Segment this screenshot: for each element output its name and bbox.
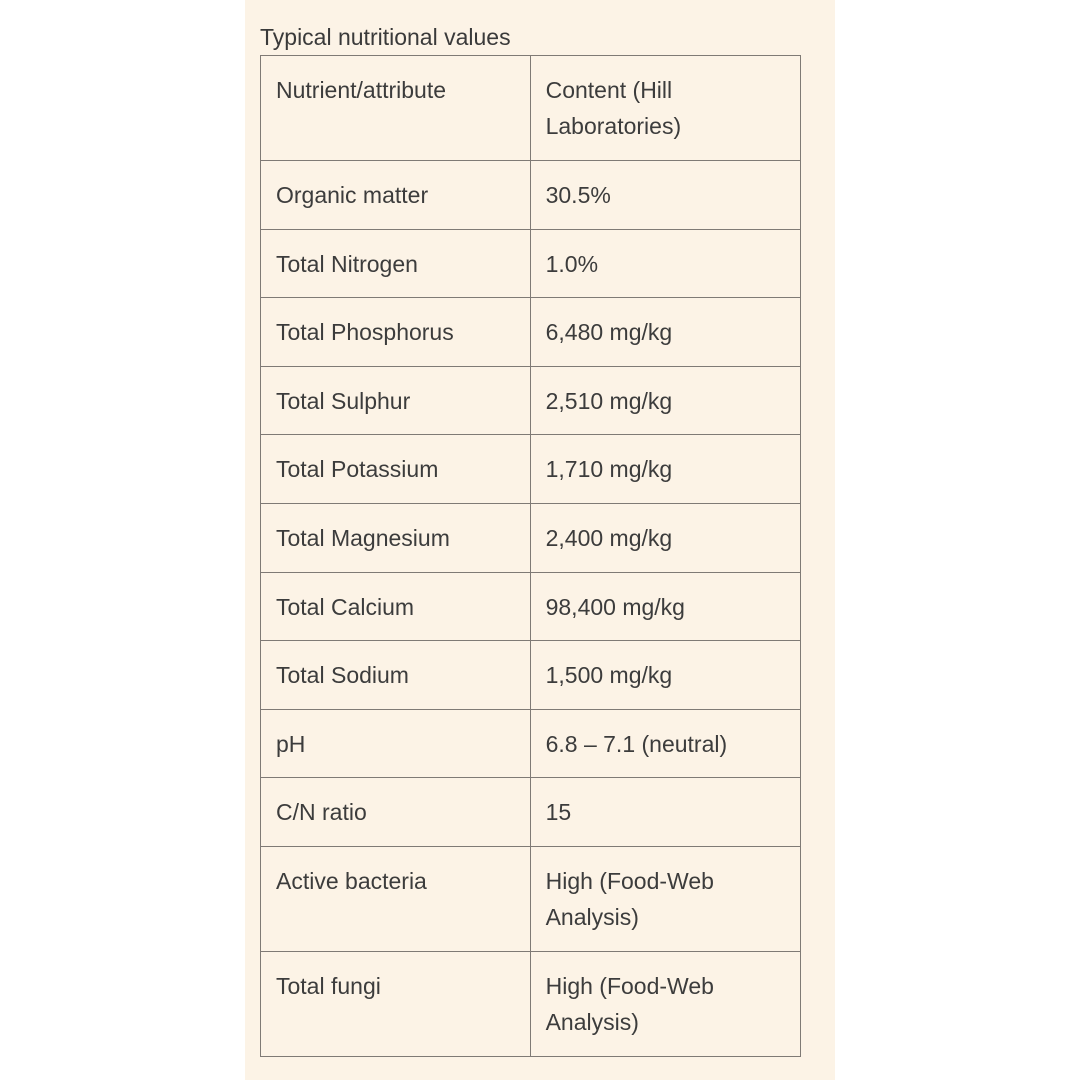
table-row	[261, 951, 801, 1056]
nutrient-cell: Total Sodium	[261, 641, 531, 710]
table-row	[261, 161, 801, 230]
nutrient-cell: Total fungi	[261, 951, 531, 1056]
table-row	[261, 229, 801, 298]
table-row	[261, 298, 801, 367]
nutrient-cell: Total Nitrogen	[261, 229, 531, 298]
content-cell: 15	[530, 778, 800, 847]
table-row	[261, 366, 801, 435]
content-cell: High (Food-Web Analysis)	[530, 951, 800, 1056]
table-row	[261, 846, 801, 951]
nutrient-cell: pH	[261, 709, 531, 778]
header-cell-nutrient: Nutrient/attribute	[261, 56, 531, 161]
table-caption: Typical nutritional values	[260, 24, 511, 50]
table-row	[261, 572, 801, 641]
content-cell: 2,400 mg/kg	[530, 503, 800, 572]
content-cell: 6,480 mg/kg	[530, 298, 800, 367]
content-cell: 1,710 mg/kg	[530, 435, 800, 504]
nutrient-cell: Organic matter	[261, 161, 531, 230]
table-row	[261, 503, 801, 572]
table-row	[261, 778, 801, 847]
header-cell-content: Content (Hill Laboratories)	[530, 56, 800, 161]
nutrient-cell: Total Calcium	[261, 572, 531, 641]
table-row	[261, 641, 801, 710]
nutrient-cell: Total Potassium	[261, 435, 531, 504]
table-row	[261, 709, 801, 778]
content-cell: 30.5%	[530, 161, 800, 230]
content-cell: 2,510 mg/kg	[530, 366, 800, 435]
nutrient-cell: Total Sulphur	[261, 366, 531, 435]
content-cell: High (Food-Web Analysis)	[530, 846, 800, 951]
table-row	[261, 435, 801, 504]
content-cell: 98,400 mg/kg	[530, 572, 800, 641]
content-cell: 1.0%	[530, 229, 800, 298]
nutrient-cell: C/N ratio	[261, 778, 531, 847]
table-header-row	[261, 56, 801, 161]
nutrient-cell: Total Phosphorus	[261, 298, 531, 367]
nutrient-cell: Active bacteria	[261, 846, 531, 951]
nutrient-cell: Total Magnesium	[261, 503, 531, 572]
nutrition-table	[260, 55, 801, 1057]
content-cell: 1,500 mg/kg	[530, 641, 800, 710]
content-cell: 6.8 – 7.1 (neutral)	[530, 709, 800, 778]
